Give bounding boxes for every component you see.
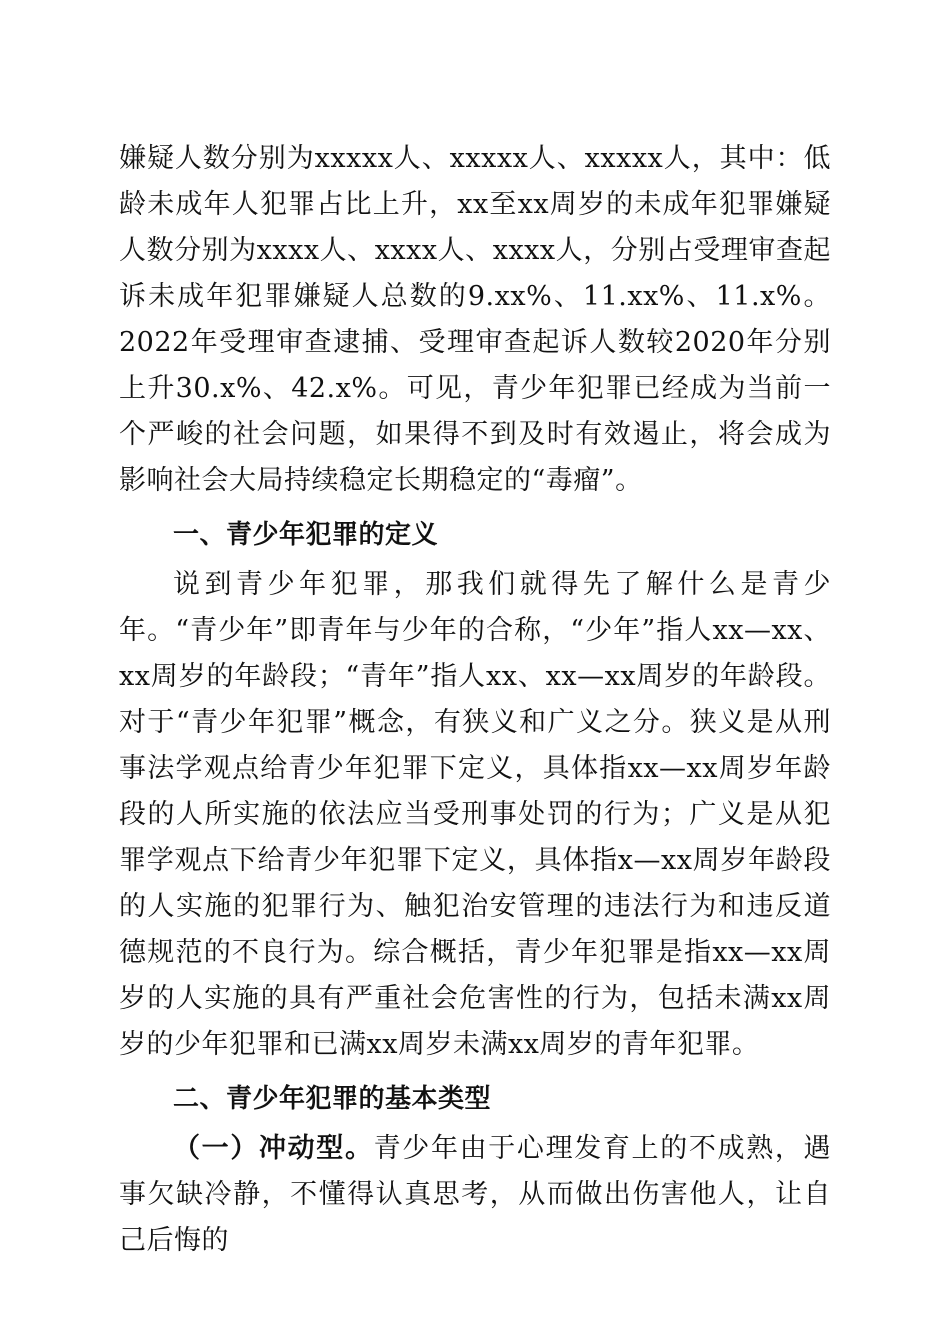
paragraph-continued: 嫌疑人数分别为xxxxx人、xxxxx人、xxxxx人，其中：低龄未成年人犯罪占比上升，xx至xx周岁的未成年犯罪嫌疑人数分别为xxxx人、xxxx人、xxxx人，分别占受理审查起诉未成年犯罪嫌疑人总数的9.xx%、11.xx%、11.x%。2022年受理审查逮捕、受理审查起诉人数较2020年分别上升30.x%、42.x%。可见，青少年犯罪已经成为当前一个严峻的社会问题，如果得不到及时有效遏止，将会成为影响社会大局持续稳定长期稳定的“毒瘤”。: [119, 143, 831, 496]
section-heading-definition: 一、青少年犯罪的定义: [173, 520, 439, 550]
paragraph-impulsive-type: [119, 1126, 831, 1264]
paragraph-definition: 说到青少年犯罪，那我们就得先了解什么是青少年。“青少年”即青年与少年的合称，“少年”指人xx—xx、xx周岁的年龄段；“青年”指人xx、xx—xx周岁的年龄段。对于“青少年犯罪”概念，有狭义和广义之分。狭义是从刑事法学观点给青少年犯罪下定义，具体指xx—xx周岁年龄段的人所实施的依法应当受刑事处罚的行为；广义是从犯罪学观点下给青少年犯罪下定义，具体指x—xx周岁年龄段的人实施的犯罪行为、触犯治安管理的违法行为和违反道德规范的不良行为。综合概括，青少年犯罪是指xx—xx周岁的人实施的具有严重社会危害性的行为，包括未满xx周岁的少年犯罪和已满xx周岁未满xx周岁的青年犯罪。: [119, 569, 831, 1060]
section-heading-types: 二、青少年犯罪的基本类型: [173, 1084, 492, 1114]
document-body: [119, 136, 831, 1264]
subsection-label: （一）冲动型。: [173, 1133, 374, 1164]
subsection-text: 青少年由于心理发育上的不成熟，遇事欠缺冷静，不懂得认真思考，从而做出伤害他人，让自己后悔的: [119, 1133, 832, 1256]
